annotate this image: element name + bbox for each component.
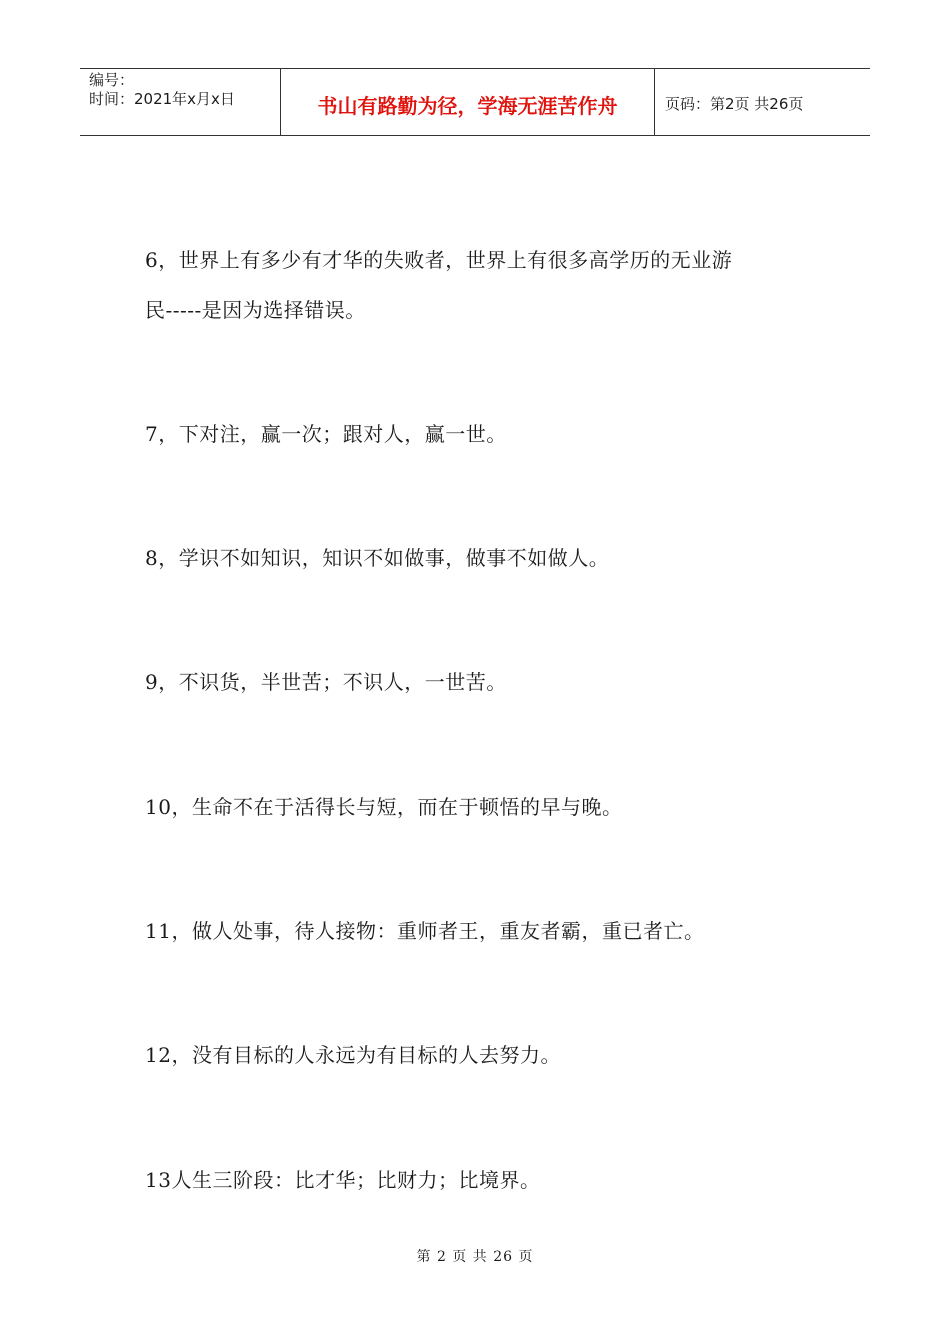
paragraph-11: 11，做人处事，待人接物：重师者王，重友者霸，重已者亡。 — [145, 919, 705, 943]
header-page-info: 页码：第2页 共26页 — [665, 95, 804, 113]
header-motto: 书山有路勤为径，学海无涯苦作舟 — [281, 69, 655, 135]
document-number-label: 编号： — [89, 71, 135, 89]
paragraph-line: 6，世界上有多少有才华的失败者，世界上有很多高学历的无业游 — [145, 248, 733, 272]
document-date: 时间：2021年x月x日 — [89, 90, 235, 108]
paragraph-6 — [145, 235, 815, 335]
document-header — [80, 68, 870, 136]
paragraph-7: 7，下对注，赢一次；跟对人，赢一世。 — [145, 422, 507, 446]
paragraph-13: 13人生三阶段：比才华；比财力；比境界。 — [145, 1168, 541, 1192]
paragraph-line: 民-----是因为选择错误。 — [145, 298, 366, 322]
paragraph-10: 10，生命不在于活得长与短，而在于顿悟的早与晚。 — [145, 795, 623, 819]
header-meta — [80, 69, 281, 135]
page-footer: 第 2 页 共 26 页 — [416, 1249, 534, 1265]
paragraph-12: 12，没有目标的人永远为有目标的人去努力。 — [145, 1043, 561, 1067]
paragraph-9: 9，不识货，半世苦；不识人，一世苦。 — [145, 670, 507, 694]
paragraph-8: 8，学识不如知识，知识不如做事，做事不如做人。 — [145, 546, 610, 570]
